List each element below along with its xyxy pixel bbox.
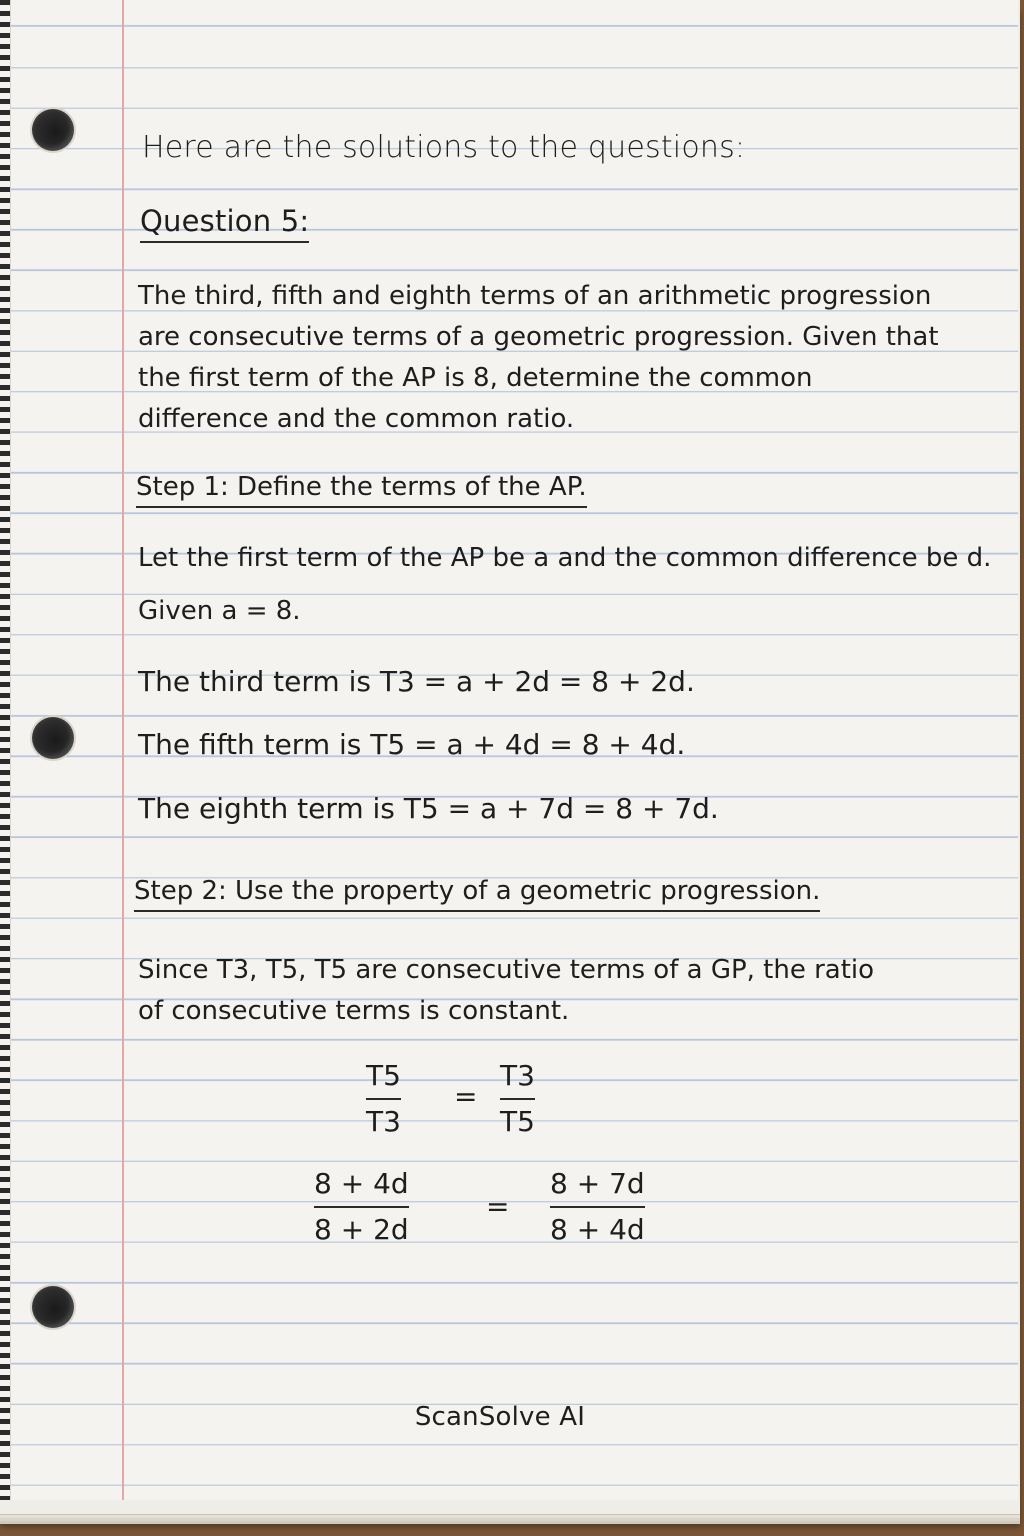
fraction-bar [314, 1206, 409, 1208]
punch-hole-bottom [32, 1286, 74, 1328]
step2-heading: Step 2: Use the property of a geometric progression. [134, 876, 820, 912]
punch-hole-middle [32, 717, 74, 759]
ratio-right-denominator: T5 [500, 1105, 535, 1138]
substituted-left-fraction [314, 1166, 409, 1248]
ratio-left-fraction [366, 1058, 401, 1140]
substituted-right-fraction [550, 1166, 645, 1248]
question-heading: Question 5: [140, 204, 309, 243]
substituted-equals-sign: = [486, 1190, 510, 1223]
third-term-line: The third term is T3 = a + 2d = 8 + 2d. [138, 665, 695, 698]
footer-brand: ScanSolve AI [414, 1402, 586, 1432]
fraction-bar [500, 1098, 535, 1100]
substituted-right-denominator: 8 + 4d [550, 1213, 645, 1246]
step1-heading: Step 1: Define the terms of the AP. [136, 472, 587, 508]
question-text: The third, fifth and eighth terms of an arithmetic progression are consecutive terms of a geometric progression. Given that the first term of the AP is 8, determine the common difference and the common ratio. [138, 281, 939, 434]
step1-line-definition: Let the first term of the AP be a and the common difference be d. [138, 543, 992, 573]
ratio-right-fraction [500, 1058, 535, 1140]
margin-line [122, 0, 124, 1500]
ratio-left-denominator: T3 [366, 1105, 401, 1138]
intro-text: Here are the solutions to the questions: [142, 130, 746, 165]
fraction-bar [550, 1206, 645, 1208]
substituted-left-denominator: 8 + 2d [314, 1213, 409, 1246]
fraction-bar [366, 1098, 401, 1100]
step2-text: Since T3, T5, T5 are consecutive terms of a GP, the ratio of consecutive terms is constant. [138, 955, 875, 1026]
ratio-equals-sign: = [454, 1080, 478, 1113]
substituted-right-numerator: 8 + 7d [550, 1167, 645, 1200]
punch-hole-top [32, 109, 74, 151]
eighth-term-line: The eighth term is T5 = a + 7d = 8 + 7d. [138, 792, 719, 825]
ratio-left-numerator: T5 [366, 1059, 401, 1092]
ratio-right-numerator: T3 [500, 1059, 535, 1092]
spiral-binding [0, 0, 11, 1500]
substituted-left-numerator: 8 + 4d [314, 1167, 409, 1200]
fifth-term-line: The fifth term is T5 = a + 4d = 8 + 4d. [138, 728, 686, 761]
step1-line-given: Given a = 8. [138, 596, 301, 626]
